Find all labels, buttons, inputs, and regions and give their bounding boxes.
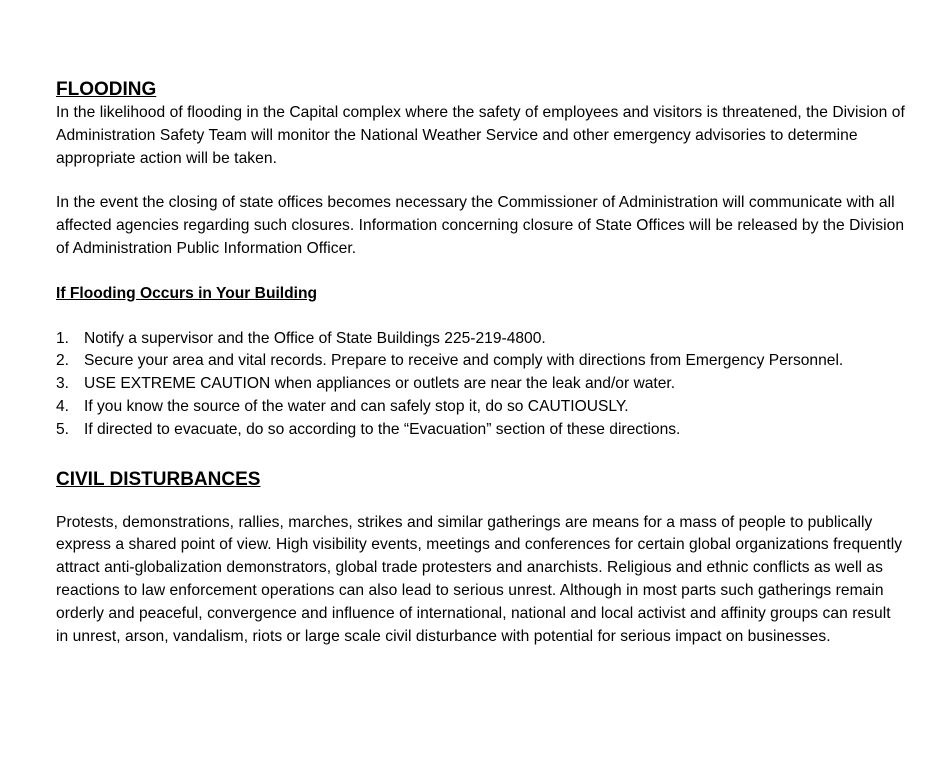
spacer xyxy=(56,492,906,512)
document-page xyxy=(56,78,906,648)
list-item xyxy=(56,328,906,351)
flooding-paragraph-1: In the likelihood of flooding in the Capital complex where the safety of employees and visitors is threatened, the Division of Administration Safety Team will monitor the National Weather Service and other emergency advisories to determine appropriate action will be taken. xyxy=(56,104,905,167)
flooding-heading: FLOODING xyxy=(56,79,157,100)
flooding-steps-list xyxy=(56,328,906,442)
list-item-text: USE EXTREME CAUTION when appliances or outlets are near the leak and/or water. xyxy=(84,375,676,393)
list-item-number: 3. xyxy=(56,375,70,393)
list-item-number: 1. xyxy=(56,329,70,347)
flooding-subheading: If Flooding Occurs in Your Building xyxy=(56,284,318,302)
list-item-number: 4. xyxy=(56,397,70,415)
list-item-number: 5. xyxy=(56,420,70,438)
civil-disturbances-heading: CIVIL DISTURBANCES xyxy=(56,468,261,490)
spacer xyxy=(56,261,906,283)
list-item xyxy=(56,396,906,419)
list-item-text: Notify a supervisor and the Office of State Buildings 225-219-4800. xyxy=(84,329,546,347)
list-item-text: Secure your area and vital records. Prepare to receive and comply with directions from Emergency Personnel. xyxy=(84,352,844,370)
civil-disturbances-paragraph: Protests, demonstrations, rallies, marches, strikes and similar gatherings are means for a mass of people to publically express a shared point of view. High visibility events, meetings and conferences for certain global organizations frequently attract anti-globalization demonstrators, global trade protesters and anarchists. Religious and ethnic conflicts as well as reactions to law enforcement operations can also lead to serious unrest. Although in most parts such gatherings remain orderly and peaceful, convergence and influence of international, national and local activist and affinity groups can result in unrest, arson, vandalism, riots or large scale civil disturbance with potential for serious impact on businesses. xyxy=(56,513,903,645)
list-item xyxy=(56,350,906,373)
spacer xyxy=(56,170,906,192)
list-item-number: 2. xyxy=(56,352,70,370)
spacer xyxy=(56,306,906,328)
list-item-text: If directed to evacuate, do so according to the “Evacuation” section of these directions. xyxy=(84,420,681,438)
list-item-text: If you know the source of the water and can safely stop it, do so CAUTIOUSLY. xyxy=(84,397,629,415)
flooding-paragraph-2: In the event the closing of state offices becomes necessary the Commissioner of Administration will communicate with all affected agencies regarding such closures. Information concerning closure of State Offices will be released by the Division of Administration Public Information Officer. xyxy=(56,194,905,257)
list-item xyxy=(56,373,906,396)
list-item xyxy=(56,419,906,442)
